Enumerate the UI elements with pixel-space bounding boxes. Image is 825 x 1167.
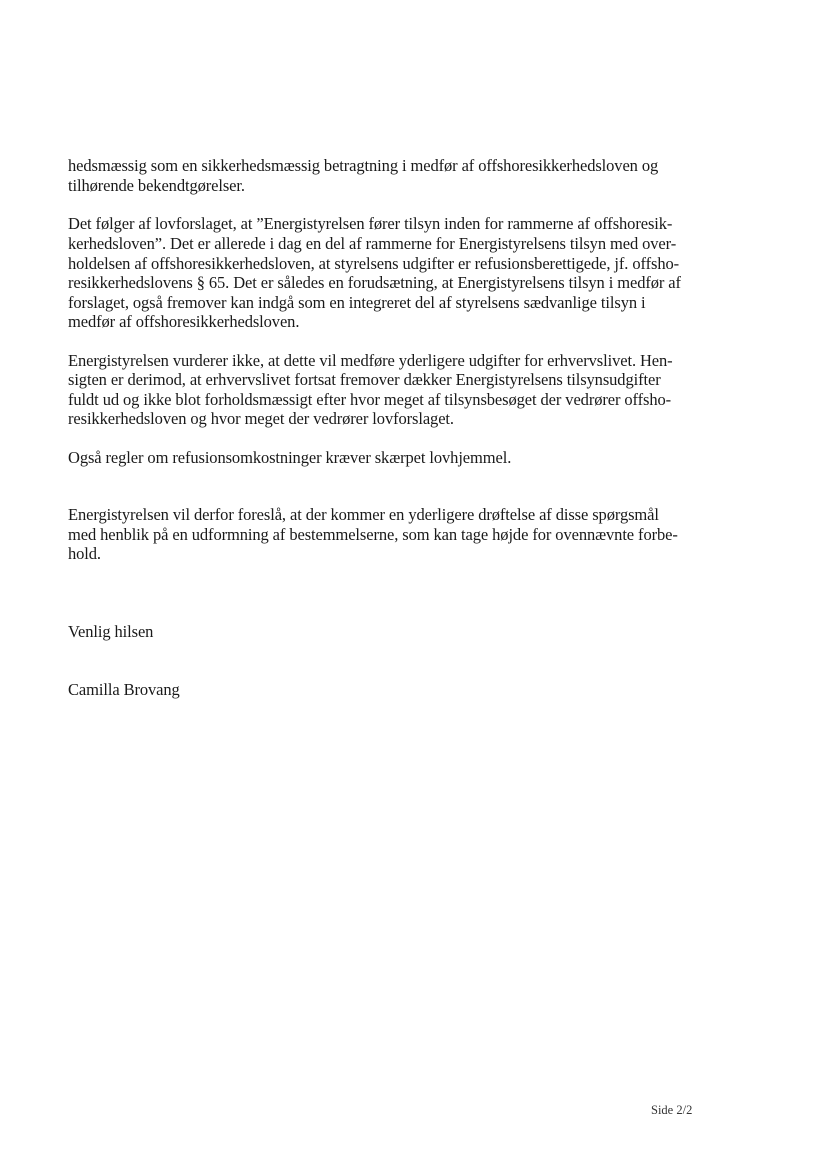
body-line: resikkerhedsloven og hvor meget der vedrører lovforslaget.: [68, 409, 454, 428]
body-line: med henblik på en udformning af bestemmelserne, som kan tage højde for ovennævnte forbe-: [68, 525, 678, 544]
body-line: hedsmæssig som en sikkerhedsmæssig betragtning i medfør af offshoresikkerhedsloven og: [68, 156, 659, 175]
body-line: Det følger af lovforslaget, at ”Energistyrelsen fører tilsyn inden for rammerne af offshoresik-: [68, 214, 673, 233]
signature-name: Camilla Brovang: [68, 680, 180, 699]
body-line: sigten er derimod, at erhvervslivet fortsat fremover dækker Energistyrelsens tilsynsudgifter: [68, 370, 661, 389]
body-line: Også regler om refusionsomkostninger kræver skærpet lovhjemmel.: [68, 448, 512, 467]
body-line: resikkerhedslovens § 65. Det er således en forudsætning, at Energistyrelsens tilsyn i medfør af: [68, 273, 681, 292]
body-line: holdelsen af offshoresikkerhedsloven, at styrelsens udgifter er refusionsberettigede, jf. offsho-: [68, 254, 680, 273]
page-number: Side 2/2: [651, 1103, 693, 1117]
body-line: forslaget, også fremover kan indgå som en integreret del af styrelsens sædvanlige tilsyn i: [68, 293, 646, 312]
body-line: Energistyrelsen vurderer ikke, at dette vil medføre yderligere udgifter for erhvervslivet. Hen-: [68, 351, 673, 370]
body-line: medfør af offshoresikkerhedsloven.: [68, 312, 300, 331]
body-line: tilhørende bekendtgørelser.: [68, 176, 245, 195]
body-line: kerhedsloven”. Det er allerede i dag en del af rammerne for Energistyrelsens tilsyn med over-: [68, 234, 677, 253]
body-line: fuldt ud og ikke blot forholdsmæssigt efter hvor meget af tilsynsbesøget der vedrører offsho-: [68, 390, 672, 409]
closing-greeting: Venlig hilsen: [68, 622, 154, 641]
body-line: Energistyrelsen vil derfor foreslå, at der kommer en yderligere drøftelse af disse spørgsmål: [68, 505, 659, 524]
body-line: hold.: [68, 544, 101, 563]
